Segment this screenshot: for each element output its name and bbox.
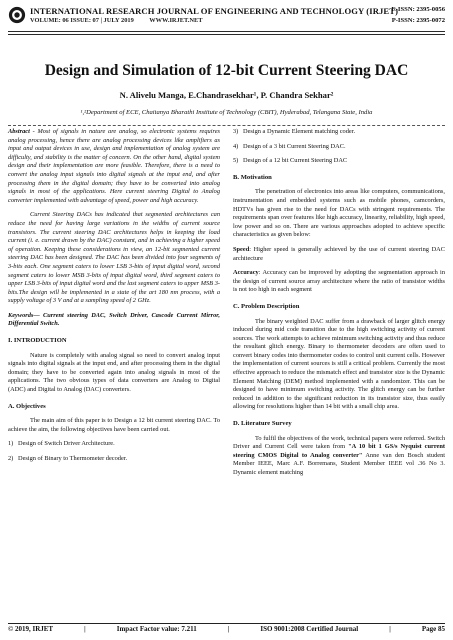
list-item: 1) Design of Switch Driver Architecture.: [8, 440, 115, 448]
motivation-text: The penetration of electronics into areas like computers, communications, instrumentation and embedded systems such as mobile phones, camcorders, HDTVs has given rise to the need for DACs with stringent requirements. The requirements span over features like high accuracy, linearity, reliability, high speed, low power and so on. There are various approaches adopted to achieve specific characteristics as given below:: [233, 188, 445, 239]
motivation-heading: B. Motivation: [233, 173, 272, 181]
page-footer: [8, 625, 445, 633]
irjet-logo-icon: [8, 6, 26, 24]
footer-divider: |: [227, 625, 230, 633]
paper-title: Design and Simulation of 12-bit Current Steering DAC: [44, 62, 409, 79]
footer-rule: [8, 623, 445, 624]
literature-heading: D. Literature Survey: [233, 420, 292, 428]
abstract-text: - Most of signals in nature are analog, so electronic systems requires analog processing, hence there are analog processing devices like amplifiers as input and output devices in use, design and implementation of analog system are difficulty, and stability is the matter of concern. On the other hand, digital system design and their implementation are more feasible. Therefore, there is a need to convert the analog input signals into digital signals at the input end, and after processing them in the digital domain; they have to be converted into analog signals in most of the applications. Here current steering Digital to Analog converter implemented with advantage of speed, power and high accuracy.: [8, 128, 220, 204]
objectives-heading: A. Objectives: [8, 402, 46, 410]
footer-iso: ISO 9001:2008 Certified Journal: [260, 625, 359, 633]
literature-text: To fulfil the objectives of the work, technical papers were referred. Switch Driver and Current Cell were taken from "A 10 bit 1 GS/s Nyquist current steering CMOS Digital to Analog converter" Anne van den Bosch student Member IEEE, Marc A.F. Borremans, Student Member IEEE vol .36 No 3. Dynamic element matching: [233, 434, 446, 476]
left-column: [8, 128, 220, 470]
footer-divider: |: [389, 625, 391, 633]
volume-issue: VOLUME: 06 ISSUE: 07 | JULY 2019: [30, 17, 134, 24]
accuracy-label: Accuracy: [233, 269, 259, 277]
e-issn: E-ISSN: 2395-0056: [391, 6, 445, 13]
journal-meta: [30, 17, 217, 24]
problem-text: The binary weighted DAC suffer from a drawback of larger glitch energy induced during mid code transition due to the high switching activity of current sources. The work attempts to achieve minimum switching activity and thus reduce the resultant glitch energy. Binary to thermometer decoders are often used to convert binary codes into thermometer codes to control unit current cells. However the implementation of current sources is still a critical problem. Currently the most effective approach to reduce the mismatch effect and transistor size is the Dynamic Element Matching (DEM) method implemented with a randomizer. This can be designed to have minimum switching activity. The glitch energy can be further reduced in addition to the significant reduction in its transistor size, thus easily allowing for resolutions higher than 14 bit with a small chip area.: [233, 317, 445, 411]
introduction-text: Nature is completely with analog signal so need to convert analog input signals into digital signals at the input end, and after processing them in the digital domain; they have to be converted again into analog signals in most of the applications. The two obvious types of data converters are Analog to Digital (ADC) and Digital to Analog (DAC) converters.: [8, 351, 220, 394]
objectives-text: The main aim of this paper is to Design a 12 bit current steering DAC. To achieve the aim, the following objectives have been carried out.: [8, 417, 220, 433]
keywords-text: Current steering DAC, Switch Driver, Cascode Current Mirror, Differential Switch.: [8, 311, 220, 328]
right-column: [233, 128, 445, 484]
header-rule-thin: [8, 34, 445, 35]
keywords-label: Keywords—: [8, 311, 40, 319]
header-rule: [8, 31, 445, 32]
introduction-heading: I. INTRODUCTION: [8, 337, 67, 345]
abstract-label: Abstract: [8, 128, 30, 135]
p-issn: P-ISSN: 2395-0072: [391, 17, 445, 24]
paper-authors: N. Alivelu Manga, E.Chandrasekhar¹, P. Chandra Sekhar²: [119, 90, 334, 100]
footer-page-number: Page 85: [421, 625, 445, 633]
problem-heading: C. Problem Description: [233, 302, 300, 310]
footer-copyright: © 2019, IRJET: [8, 625, 54, 633]
abstract: [8, 128, 220, 205]
list-item: 5) Design of a 12 bit Current Steering DAC: [233, 157, 348, 165]
section-separator: [8, 125, 445, 126]
footer-impact: Impact Factor value: 7.211: [116, 625, 197, 633]
list-item: 3) Design a Dynamic Element matching coder.: [233, 128, 356, 135]
footer-divider: |: [84, 625, 86, 633]
paper-affiliation: ¹,²Department of ECE, Chaitanya Bharathi Institute of Technology (CBIT), Hyderabad, Telangana State, India: [80, 109, 373, 116]
keywords: [8, 312, 220, 329]
speed-paragraph: Speed: Higher speed is generally achieved by the use of current steering DAC architecture: [233, 245, 445, 262]
accuracy-paragraph: Accuracy: Accuracy can be improved by adopting the segmentation approach in the design of current source array architecture where the ratio of transistor widths is not too high in each segment: [233, 269, 445, 294]
journal-name: INTERNATIONAL RESEARCH JOURNAL OF ENGINEERING AND TECHNOLOGY (IRJET): [30, 6, 399, 16]
list-item: 4) Design of a 3 bit Current Steering DAC.: [233, 142, 346, 150]
journal-website[interactable]: WWW.IRJET.NET: [149, 17, 203, 24]
abstract-paragraph-2: Current Steering DACs has indicated that segmented architectures can reduce the need for having large variations in the widths of current source transistors. The current steering DAC architectures helps in keeping the load current (i. e. current drawn by the DAC) constant, and in achieving a higher speed of operation. Keeping these considerations in view, an 12-bit segmented current steering DAC has been designed. The DAC has been divided into four segments of 3-bits each. One segment caters to lower LSB 3-bits of input digital word, second segment caters to lower MSB 3-bits of input digital word, third segment caters to upper LSB 3-bits of input digital word and the last segment caters to upper MSB 3-bits.The design will be implemented in a state of the art 180 nm process, with a supply voltage of 3 V and at a sampling speed of 2 GHz.: [8, 211, 220, 305]
list-item: 2) Design of Binary to Thermometer decoder.: [8, 455, 128, 462]
cited-paper-title: "A 10 bit 1 GS/s Nyquist current steering CMOS Digital to Analog converter": [233, 443, 445, 459]
speed-label: Speed: [233, 245, 250, 253]
journal-header: [8, 4, 445, 38]
